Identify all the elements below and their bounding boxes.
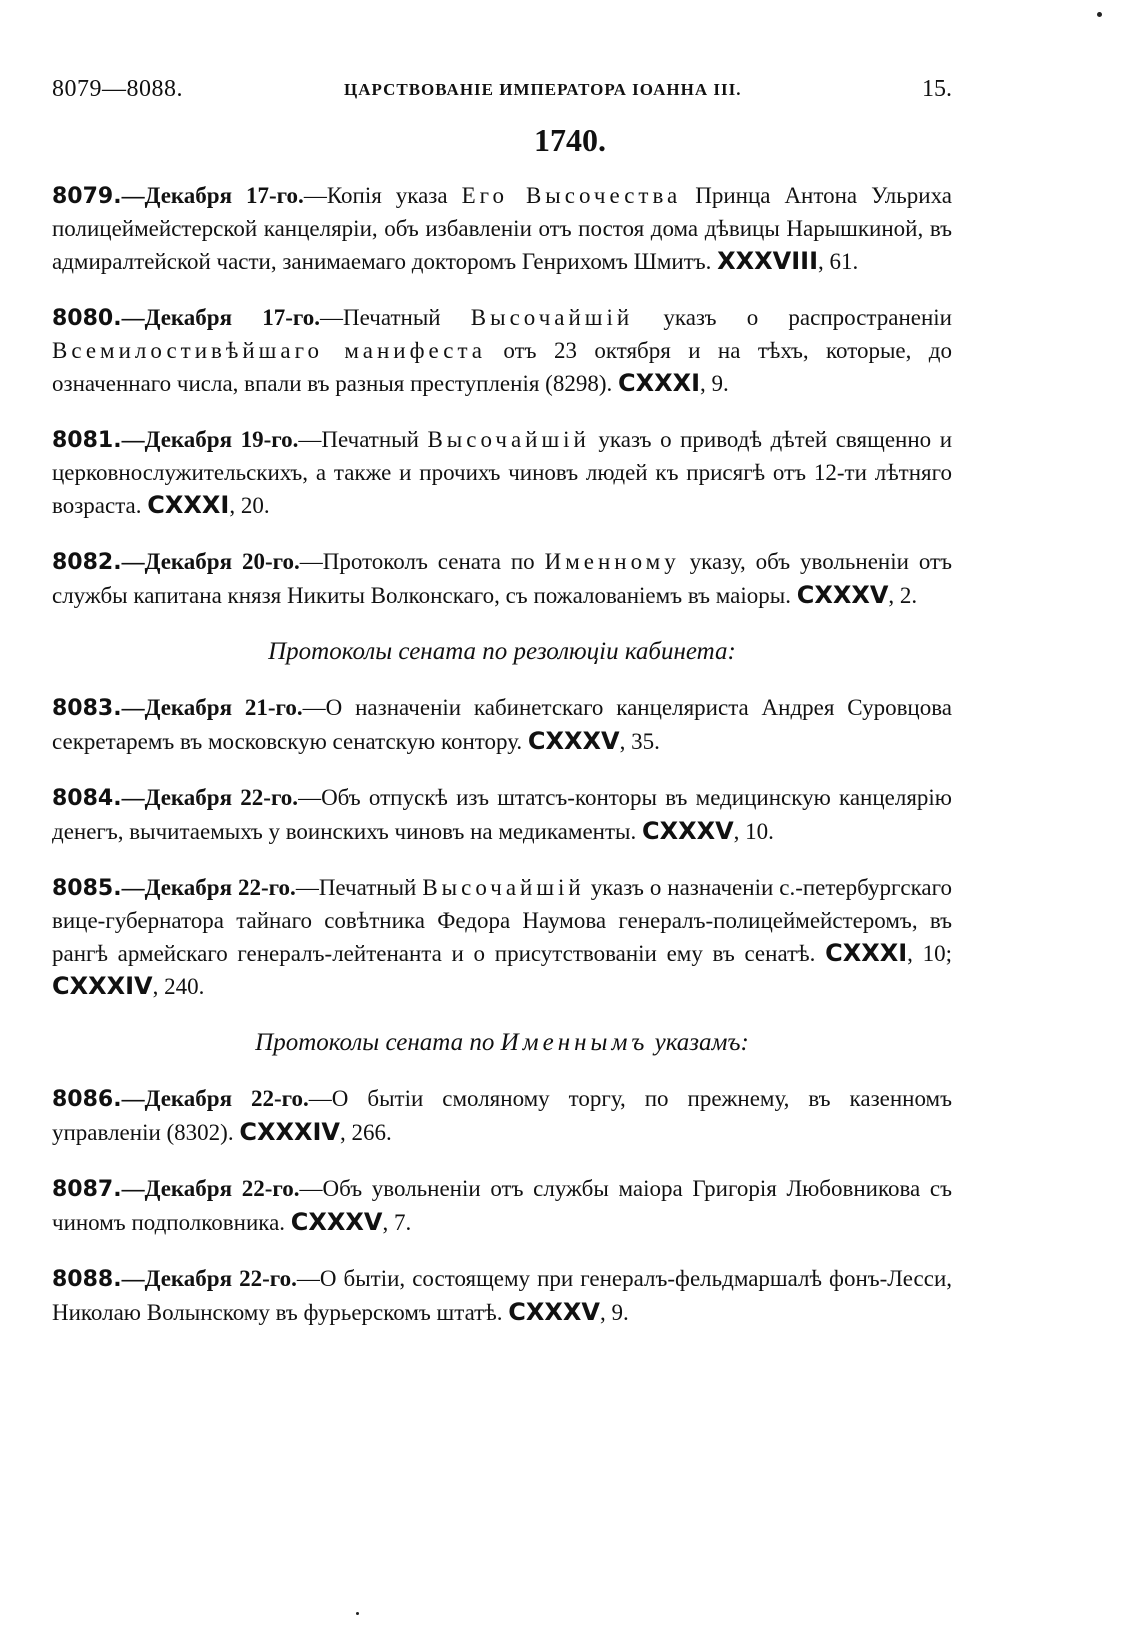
volume-ref: CXXXV (641, 817, 734, 845)
entry-text: —Копія указа (303, 183, 462, 208)
page-ref: , 9. (599, 1300, 629, 1325)
entry-8083 (52, 692, 952, 758)
entry-number: 8079. (52, 184, 122, 209)
year-heading: 1740. (534, 122, 606, 158)
page-ref: , 10. (733, 819, 774, 844)
entry-8080 (52, 302, 952, 400)
entry-spaced-text: Высочайшій (427, 427, 590, 452)
entry-spaced-text: Высочайшій (422, 875, 585, 900)
header-range: 8079—8088. (52, 76, 183, 102)
page-ref: , 9. (700, 371, 729, 396)
entry-number: 8088. (52, 1267, 122, 1292)
entry-text: Принца Антона Ульриха полицеймейстерской канцеляріи, объ избавленіи отъ постоя дома дѣвицы Нарышкиной, въ адмиралтейской части, занимаемаго докторомъ Генрихомъ Шмитъ. (52, 183, 952, 274)
entry-text: —Печатный (298, 427, 428, 452)
page-ref: , 61. (818, 249, 859, 274)
volume-ref: CXXXIV (52, 972, 153, 1000)
section-heading-cabinet: Протоколы сената по резолюціи кабинета: (268, 638, 736, 665)
section-text: указамъ: (648, 1029, 749, 1056)
page-ref: , 2. (888, 583, 918, 608)
page-ref: , 7. (382, 1210, 412, 1235)
entry-number: 8081. (52, 428, 122, 453)
entry-text: указъ о распространеніи (633, 305, 952, 330)
entry-date: —Декабря 22-го. (121, 785, 299, 810)
entry-8087 (52, 1173, 952, 1239)
volume-ref: CXXXV (508, 1298, 600, 1326)
volume-ref: CXXXIV (239, 1118, 340, 1146)
volume-ref: CXXXV (527, 727, 620, 755)
volume-ref: CXXXI (617, 369, 701, 397)
section-spaced-text: Именнымъ (500, 1029, 649, 1056)
page-ref: , 266. (339, 1120, 392, 1145)
entry-8084 (52, 782, 952, 848)
entry-date: —Декабря 22-го. (121, 1086, 309, 1111)
entry-text: —О назначеніи кабинетскаго канцеляриста Андрея Суровцова секретаремъ въ московскую сенатскую контору. (52, 695, 953, 754)
volume-ref: CXXXV (796, 581, 889, 609)
entry-date: —Декабря 17-го. (121, 183, 304, 208)
entry-number: 8085. (52, 876, 122, 901)
entry-8085 (52, 872, 952, 1003)
volume-ref: CXXXI (147, 491, 230, 519)
entry-text: указу, объ увольненіи отъ службы капитана князя Никиты Волконскаго, съ пожалованіемъ въ маіоры. (52, 549, 952, 608)
volume-ref: XXXVIII (717, 247, 819, 275)
entry-spaced-text: Его Высочества (461, 183, 682, 208)
entry-8088 (52, 1263, 952, 1329)
entry-text: —Объ увольненіи отъ службы маіора Григорія Любовникова съ чиномъ подполковника. (52, 1176, 952, 1235)
entry-number: 8086. (52, 1087, 122, 1112)
entry-text: —Печатный (295, 875, 423, 900)
speck-mark (356, 1612, 359, 1615)
volume-ref: CXXXI (825, 939, 908, 967)
entry-text: указъ о назначеніи с.-петербургскаго вице-губернатора тайнаго совѣтника Федора Наумова генералъ-полицеймейстеромъ, въ рангѣ армейскаго генералъ-лейтенанта и о присутствованіи ему въ сенатѣ. (52, 875, 952, 966)
entry-number: 8083. (52, 696, 122, 721)
page-ref: , 10; (907, 941, 952, 966)
entry-8086 (52, 1083, 952, 1149)
entries-body (52, 180, 952, 1353)
entry-spaced-text: Всемилостивѣйшаго манифеста (52, 338, 487, 363)
entry-date: —Декабря 20-го. (121, 549, 300, 574)
running-header (52, 76, 952, 116)
entry-text: отъ 23 октября и на тѣхъ, которые, до означеннаго числа, впали въ разныя преступленія (8298). (52, 338, 952, 396)
entry-date: —Декабря 22-го. (121, 875, 296, 900)
page-ref: , 35. (619, 729, 660, 754)
entry-date: —Декабря 19-го. (121, 427, 299, 452)
entry-text: —Протоколъ сената по (299, 549, 545, 574)
section-text: Протоколы сената по (255, 1029, 501, 1056)
entry-date: —Декабря 22-го. (121, 1176, 300, 1201)
entry-date: —Декабря 22-го. (121, 1266, 297, 1291)
entry-8081 (52, 424, 952, 522)
header-title: ЦАРСТВОВАНІЕ ИМПЕРАТОРА ІОАННА III. (344, 80, 742, 99)
entry-text: —Объ отпускѣ изъ штатсъ-конторы въ медицинскую канцелярію денегъ, вычитаемыхъ у воинскихъ чиновъ на медикаменты. (52, 785, 952, 844)
entry-spaced-text: Именному (544, 549, 680, 574)
speck-mark (1097, 12, 1102, 17)
entry-number: 8087. (52, 1177, 122, 1202)
page-ref: , 20. (229, 493, 270, 518)
entry-date: —Декабря 21-го. (121, 695, 303, 720)
entry-number: 8084. (52, 786, 122, 811)
page-ref: , 240. (152, 974, 205, 999)
entry-8082 (52, 546, 952, 612)
entry-text: —О бытіи смоляному торгу, по прежнему, въ казенномъ управленіи (8302). (52, 1086, 952, 1145)
entry-text: —О бытіи, состоящему при генералъ-фельдмаршалѣ фонъ-Лесси, Николаю Волынскому въ фурьерскомъ штатѣ. (52, 1266, 953, 1325)
section-heading-named-decrees (52, 1029, 952, 1057)
entry-text: указъ о приводѣ дѣтей священно и церковнослужительскихъ, а также и прочихъ чиновъ людей къ присягѣ отъ 12-ти лѣтняго возраста. (52, 427, 953, 518)
entry-8079 (52, 180, 952, 278)
entry-number: 8080. (52, 306, 122, 331)
entry-text: —Печатный (320, 305, 471, 330)
entry-number: 8082. (52, 550, 122, 575)
page-number: 15. (922, 76, 952, 102)
entry-spaced-text: Высочайшій (470, 305, 634, 330)
entry-date: —Декабря 17-го. (121, 305, 321, 330)
volume-ref: CXXXV (290, 1208, 383, 1236)
